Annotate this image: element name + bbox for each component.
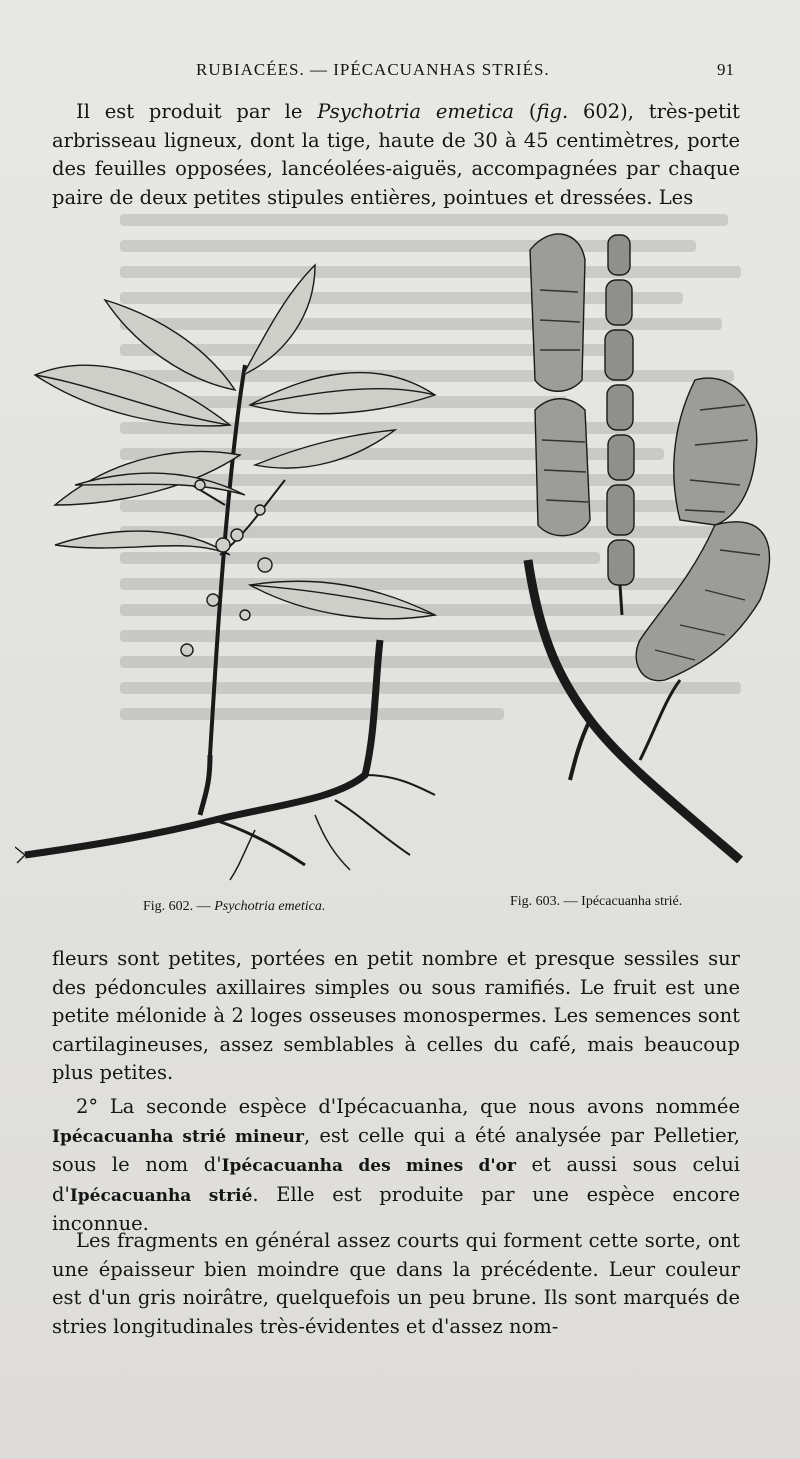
para3-text-c: et aussi sous celui d' — [52, 1153, 740, 1206]
figure-603-root-illustration — [490, 220, 780, 880]
fig602-label: Fig. 602. — — [143, 899, 215, 914]
term-ipeca-strie: Ipécacuanha strié — [69, 1185, 253, 1206]
paragraph-1 — [52, 98, 740, 212]
figure-603-caption: Fig. 603. — Ipécacuanha strié. — [510, 894, 683, 909]
term-ipeca-strie-mineur: Ipécacuanha strié mineur — [52, 1126, 304, 1147]
figure-602-caption — [143, 899, 325, 915]
fig-reference: fig. — [536, 100, 569, 123]
para1-text-a: Il est produit par le — [76, 100, 318, 123]
para3-text-d: . Elle est produite par une espèce encore inconnue. — [52, 1182, 740, 1235]
term-ipeca-mines-or: Ipécacuanha des mines d'or — [221, 1156, 516, 1176]
running-head: RUBIACÉES. — IPÉCACUANHAS STRIÉS. — [196, 60, 550, 79]
para1-text-b: ( — [514, 100, 537, 123]
species-name: Psychotria emetica — [317, 100, 515, 123]
paragraph-4: Les fragments en général assez courts qui forment cette sorte, ont une épaisseur bien moindre que dans la précédente. Leur couleur est d'un gris noirâtre, quelquefois un peu brune. Ils sont marqués de stries longitudinales très-évidentes et d'assez nom- — [52, 1229, 740, 1338]
fig602-species: Psychotria emetica. — [214, 899, 326, 914]
para3-text-b: , est celle qui a été analysée par Pelletier, sous le nom d' — [52, 1123, 740, 1176]
paragraph-3 — [52, 1093, 740, 1239]
figure-602-plant-illustration — [15, 255, 455, 885]
paragraph-2: fleurs sont petites, portées en petit nombre et presque sessiles sur des pédoncules axillaires simples ou sous ramifiés. Le fruit est une petite mélonide à 2 loges osseuses monospermes. Les semences sont cartilagineuses, assez semblables à celles du café, mais beaucoup plus petites. — [52, 947, 740, 1084]
para3-text-a: 2° La seconde espèce d'Ipécacuanha, que nous avons nommée — [76, 1095, 740, 1118]
page-number: 91 — [717, 60, 734, 79]
para1-text-c: 602), très-petit arbrisseau ligneux, dont la tige, haute de 30 à 45 centimètres, porte des feuilles opposées, lancéolées-aiguës, accompagnées par chaque paire de deux petites stipules entières, pointues et dressées. Les — [52, 100, 741, 209]
